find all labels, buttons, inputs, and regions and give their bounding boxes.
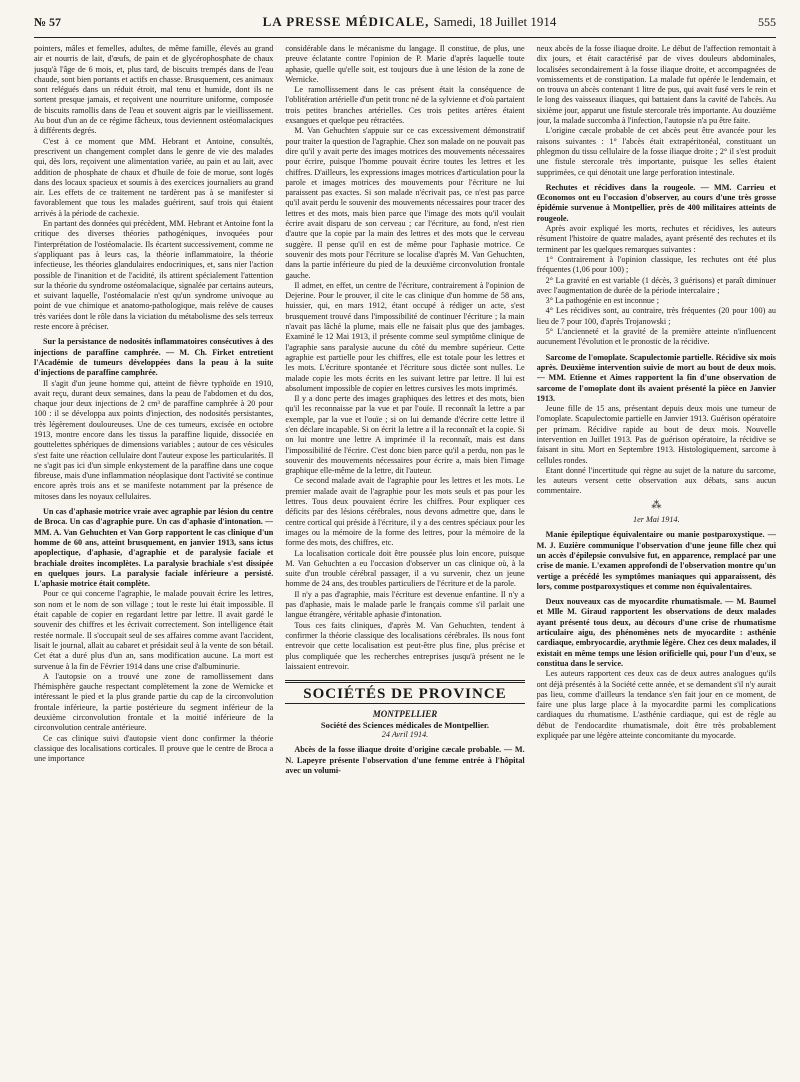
section-banner <box>285 680 524 704</box>
paragraph: Le ramollissement dans le cas présent était la conséquence de l'oblitération artérielle d'un petit tronc né de la sylvienne et d'où partaient trois petites branches artérielles. Ces trois petites artères étaient exsangues et quelque peu rétractées. <box>285 85 525 126</box>
paragraph: Etant donné l'incertitude qui règne au sujet de la nature du sarcome, les auteurs versent cette observation aux débats, sans aucun commentaire. <box>536 465 776 496</box>
section-heading: Manie épileptique équivalentaire ou manie postparoxystique. — M. J. Euzière communique l'observation d'une jeune fille chez qui un accès d'épilepsie convulsive fut, en apparence, remplacé par une crise de manie. L'examen approfondi de l'observation montre qu'un vertige a précédé les symptômes maniaques qui apparaissent, dès lors, comme postparoxystiques et comme non équivalentaires. <box>536 530 776 591</box>
journal-name: LA PRESSE MÉDICALE, <box>262 14 430 29</box>
session-date: 24 Avril 1914. <box>381 730 429 739</box>
paragraph: La localisation corticale doit être poussée plus loin encore, puisque M. Van Gehuchten a eu l'occasion d'observer un cas clinique où, à la suite d'un trouble cérébral passager, il a vu survenir, chez un jeune homme de 24 ans, des troubles particuliers de l'écriture et de la parole. <box>285 548 525 589</box>
paragraph: Pour ce qui concerne l'agraphie, le malade pouvait écrire les lettres, son nom et le nom de son village ; tout le reste lui était impossible. Il était capable de copier en regardant lettre par lettre. Il avait gardé le souvenir des chiffres et les écrivait correctement. Son intelligence était restée normale. Il s'occupait seul de ses affaires comme avant l'accident, lisait le journal, allait au cabaret et présidait seul à la vente de son bétail. Cet état a duré plus d'un an, sans modification aucune. La mort est survenue à la fin de Février 1914 dans une crise d'albuminurie. <box>34 589 274 671</box>
section-heading: Deux nouveaux cas de myocardite rhumatismale. — M. Baumel et Mlle M. Giraud rapportent les observations de deux malades ayant présenté tous deux, au décours d'une crise de rhumatisme articulaire aigu, des phénomènes nets de myocardite : asthénie cardiaque, embryocardie, arythmie légère. Chez ces deux malades, il existait en même temps une lésion orificielle qui, pour l'un d'eux, se constitua dans le service. <box>536 597 776 668</box>
section-heading: Abcès de la fosse iliaque droite d'origine cæcale probable. — M. N. Lapeyre présente l'observation d'une femme entrée à l'hôpital avec un volumi- <box>285 745 525 775</box>
section-heading: Sur la persistance de nodosités inflammatoires consécutives à des injections de paraffine camphrée. — M. Ch. Firket entretient l'Académie de tumeurs développées dans la peau à la suite d'injections de paraffine camphrée. <box>34 337 274 378</box>
session-date: 1er Mai 1914. <box>633 515 680 525</box>
paragraph: Il admet, en effet, un centre de l'écriture, contrairement à l'opinion de Dejerine. Pour le prouver, il cite le cas clinique d'un homme de 58 ans, huissier, qui, en mars 1912, étant occupé à rédiger un acte, s'est brusquement trouvé dans l'impossibilité de continuer l'écriture ; la main n'avait pas lâché la plume, mais elle ne faisait plus que des jambages. Examiné le 12 Mai 1913, il présente comme seul symptôme clinique de l'agraphie sans paralysie aucune du côté du membre supérieur. Cette agraphie est partielle pour les chiffres, elle est totale pour les lettres et les mots. L'écriture spontanée et l'écriture sous dictée sont nulles. Le malade copie les mots écrits en les suivant lettre par lettre. Il lui est absolument impossible de copier en lettres cursives les mots imprimés. <box>285 280 525 393</box>
paragraph: C'est à ce moment que MM. Hebrant et Antoine, consultés, prescrivent un changement complet dans le genre de vie des malades qui, dès lors, reçoivent une alimentation variée, au pain et au lait, avec addition de phosphate de chaux et d'huile de foie de morue, sont logés dans des locaux spacieux et soumis à des exercices journaliers au grand air. Les effets de ce traitement ne tardèrent pas à se manifester si favorablement que tous les malades guérirent, sauf trois qui étaient arrivés à la période de cachexie. <box>34 136 274 218</box>
paragraph: Il n'y a pas d'agraphie, mais l'écriture est devenue enfantine. Il n'y a pas d'aphasie, mais le malade parle le français comme s'il parlait une langue étrangère, véritable aphasie d'intonation. <box>285 589 525 620</box>
section-heading: Sarcome de l'omoplate. Scapulectomie partielle. Récidive six mois après. Deuxième intervention suivie de mort au bout de deux mois. — MM. Etienne et Aimes rapportent la fin d'une observation de sarcome de l'omoplate dont ils avaient présenté la pièce en Janvier 1913. <box>536 352 776 403</box>
list-item: 4° Les récidives sont, au contraire, très fréquentes (20 pour 100) au lieu de 7 pour 100, d'après Trojanowski ; <box>536 306 776 326</box>
asterism-divider: ⁂ <box>651 499 662 511</box>
paragraph: Après avoir expliqué les morts, rechutes et récidives, les auteurs résument l'histoire de quatre malades, ayant présenté des rechutes et ils terminent par les quelques remarques suivantes : <box>536 224 776 254</box>
paragraph: A l'autopsie on a trouvé une zone de ramollissement dans l'hémisphère gauche respectant complètement la zone de Wernicke et intéressant le pied et la plus grande partie du cap de la circonvolution frontale inférieure, la partie postérieure du segment inférieur de la deuxième circonvolution frontale et la moitié inférieure de la circonvolution centrale antérieure. <box>34 671 274 733</box>
issue-number: № 57 <box>34 15 62 29</box>
section-heading: Rechutes et récidives dans la rougeole. — MM. Carrieu et Œconomos ont eu l'occasion d'observer, au cours d'une très grosse épidémie survenue à Montpellier, près de 400 militaires atteints de rougeole. <box>536 182 776 223</box>
paragraph: Jeune fille de 15 ans, présentant depuis deux mois une tumeur de l'omoplate. Scapulectomie partielle en Janvier 1913. Guérison opératoire per primam. Récidive rapide au bout de deux mois. Nouvelle intervention en Juillet 1913. Pas de guérison opératoire, la récidive se faisant in situ. Mort en Septembre 1913. Histologiquement, sarcome à cellules rondes. <box>536 404 776 465</box>
paragraph: Tous ces faits cliniques, d'après M. Van Gehuchten, tendent à confirmer la théorie classique des localisations cérébrales. Ils nous font entrevoir que cette localisation est peut-être plus fine, plus précise et plus compliquée que les recherches entreprises jusqu'à présent ne le laissaient entrevoir. <box>285 620 525 671</box>
paragraph: Ce cas clinique suivi d'autopsie vient donc confirmer la théorie classique des localisations corticales. Il prouve que le centre de Broca a une importance <box>34 733 274 764</box>
issue-date: Samedi, 18 Juillet 1914 <box>433 14 557 29</box>
column-3 <box>537 44 776 1074</box>
paragraph: En partant des données qui précèdent, MM. Hebrant et Antoine font la critique des diverses théories pathogéniques, invoquées pour l'interprétation de l'ostéomalacie. Ils écartent successivement, comme ne s'appliquant pas à leurs cas, la théorie inflammatoire, la théorie infectieuse, les théories glandulaires endocriniques, et, sans nier l'action possible de l'inanition et de l'acidité, ils attirent spécialement l'attention sur la théorie du syndrome ostéomalacique, signalée par certains auteurs, et suivant laquelle, l'ostéomalacie n'est qu'un syndrome univoque au point de vue chimique et anatomo-pathologique, mais relève de causes très variées dont le rôle dans la viciation du métabolisme des sels terreux reste encore à préciser. <box>34 219 274 332</box>
paragraph: neux abcès de la fosse iliaque droite. Le début de l'affection remontait à dix jours, et était caractérisé par de vives douleurs abdominales, localisées secondairement à la fosse iliaque droite, et accompagnées de vomissements et de constipation. La malade fut opérée le lendemain, et on trouva un abcès contenant 1 litre de pus, qui avait fusé vers le rein et le long des vaisseaux iliaques, qui battaient dans la cavité de l'abcès. Au sixième jour, apparut une fistule stercorale très importante. Au douzième jour, la malade succomba à l'infection, l'autopsie n'a pu être faite. <box>536 44 776 126</box>
journal-title <box>263 14 557 30</box>
paragraph: Il y a donc perte des images graphiques des lettres et des mots, bien qu'il les reconnaisse par la vue et par l'ouïe. Il reconnaît la lettre a par exemple, par la vue et l'ouïe ; si on lui demande d'écrire cette lettre il s'en déclare incapable. Si on écrit la lettre a il la reconnaît et la copie. Si on lui montre une lettre A imprimée il la reconnaît, mais est dans l'impossibilité de l'écrire. C'est donc bien parce qu'il a perdu, non pas le souvenir des mouvements nécessaires pour écrire a, mais bien l'image graphique elle-même de la lettre, dit l'auteur. <box>285 394 525 476</box>
section-banner-title: SOCIÉTÉS DE PROVINCE <box>303 686 507 703</box>
list-item: 5° L'ancienneté et la gravité de la première atteinte n'influencent aucunement l'évolution et le pronostic de la récidive. <box>536 327 776 347</box>
list-item: 1° Contrairement à l'opinion classique, les rechutes ont été plus fréquentes (1,06 pour 100) ; <box>536 254 776 275</box>
text-columns <box>34 44 776 1074</box>
paragraph: Ce second malade avait de l'agraphie pour les lettres et les mots. Le premier malade avait de l'agraphie pour les mots seuls et pas pour les lettres. Tous deux pouvaient écrire les chiffres. Pour expliquer ces déficits par des lésions cérébrales, nous devons admettre que, dans le centre cortical qui préside à l'écriture, il y a des centres spéciaux pour les images ou la mémoire de la forme des lettres, pour la mémoire de la forme des mots, des chiffres, etc. <box>285 476 525 548</box>
page-number: 555 <box>757 15 776 29</box>
paragraph: Les auteurs rapportent ces deux cas de deux autres analogues qu'ils ont déjà présentés à la Société cette année, et se demandent s'il n'y aurait pas lieu, comme d'ailleurs la tendance s'en fait jour en ce moment, de faire une plus large place à la myocardite parmi les complications cardiaques du rhumatisme. L'asthénie cardiaque, qui est de règle au début de l'endocardite rhumatismale, doit être très probablement expliquée par une légère atteinte concomitante du myocarde. <box>536 669 776 740</box>
column-1 <box>34 44 273 1074</box>
section-heading: Un cas d'aphasie motrice vraie avec agraphie par lésion du centre de Broca. Un cas d'agraphie pure. Un cas d'aphasie d'intonation. — MM. A. Van Gehuchten et Van Gorp rapportent le cas clinique d'un homme de 60 ans, atteint brusquement, en janvier 1913, sans ictus apoplectique, d'aphasie, d'agraphie et de paralysie faciale et brachiale droites incomplètes. La paralysie brachiale s'est dissipée en quelques jours. La paralysie faciale inférieure a persisté. L'aphasie motrice était complète. <box>34 507 274 589</box>
paragraph: considérable dans le mécanisme du langage. Il constitue, de plus, une preuve éclatante contre l'opinion de P. Marie d'après laquelle toute aphasie, quelle qu'elle soit, est toujours due à une lésion de la zone de Wernicke. <box>285 44 525 84</box>
paragraph: Il s'agit d'un jeune homme qui, atteint de fièvre typhoïde en 1910, avait reçu, durant deux semaines, dans la peau de l'abdomen et du dos, chaque jour deux injections de 2 cm³ de paraffine camphrée à 20 pour 100 : il se développa aux points d'injection, des nodosités persistantes, très légèrement douloureuses. Une de ces tumeurs, excisée en octobre 1913, montre encore dans les tissus la paraffine liquide, dissociée en gouttelettes sphériques de dimensions variables ; autour de ces vésicules s'est faite une réaction cellulaire dont l'auteur expose les particularités. Il ne s'agit pas ici d'un simple enkystement de la paraffine dans une coque fibreuse, mais d'une inflammation néoplasique dont l'activité se continue encore après trois ans et se manifeste notamment par la présence de mitoses dans les noyaux cellulaires. <box>34 378 274 501</box>
paragraph: L'origine cæcale probable de cet abcès peut être avancée pour les raisons suivantes : 1° l'abcès était extrapéritonéal, constituant un phlegmon du tissu cellulaire de la fosse iliaque droite ; 2° il s'est produit une fistule stercorale très importante, puisque les selles étaient supprimées, ce qui dénotait une large perforation intestinale. <box>536 126 776 177</box>
paragraph: M. Van Gehuchten s'appuie sur ce cas excessivement démonstratif pour traiter la question de l'agraphie. Chez son malade on ne pouvait pas dire qu'il y avait perte des images motrices des mouvements nécessaires pour écrire, puisque l'homme pouvait écrire toutes les lettres et les chiffres. D'ailleurs, les expressions images motrices d'articulation pour la parole et images motrices des mouvements pour l'écriture ne lui paraissent pas exactes. Si son malade n'écrivait pas, ce n'est pas parce qu'il avait perdu le souvenir des mouvements nécessaires pour tracer des lettres et des mots, mais bien parce que l'image des mots qu'il voulait écrire avait disparu de son cerveau ; car l'écriture, au fond, n'est rien d'autre que la copie par la main des lettres et des mots que le cerveau suggère. Il pense qu'il en est de même pour l'aphasie motrice. Ce souvenir des mots pour l'écriture se localise d'après M. Van Gehuchten, dans la partie inférieure du pied de la deuxième circonvolution frontale gauche. <box>285 126 525 280</box>
page-header <box>34 14 776 38</box>
column-2 <box>285 44 524 1074</box>
paragraph: pointers, mâles et femelles, adultes, de même famille, élevés au grand air et nourris de lait, d'œufs, de pain et de glycérophosphate de chaux jusqu'à l'âge de 6 mois, et, plus tard, de biscuits trempés dans de l'eau chaude, sont bien portants et actifs en chasse. Brusquement, ces animaux sont relégués dans un réduit étroit, mal tenu et humide, dont ils ne sortent presque jamais, et reçoivent une nourriture uniforme, composée de biscuits ramollis dans de l'eau et souvent aigris par le vieillissement. Au bout d'un an de ce régime fâcheux, tous deviennent ostéomalaciques à différents degrés. <box>34 44 274 136</box>
list-item: 3° La pathogénie en est inconnue ; <box>545 296 659 306</box>
society-name: Société des Sciences médicales de Montpellier. <box>320 719 490 730</box>
city-heading: MONTPELLIER <box>372 709 438 720</box>
list-item: 2° La gravité en est variable (1 décès, 3 guérisons) et paraît diminuer avec l'augmentation de durée de la période intercalaire ; <box>536 275 776 295</box>
